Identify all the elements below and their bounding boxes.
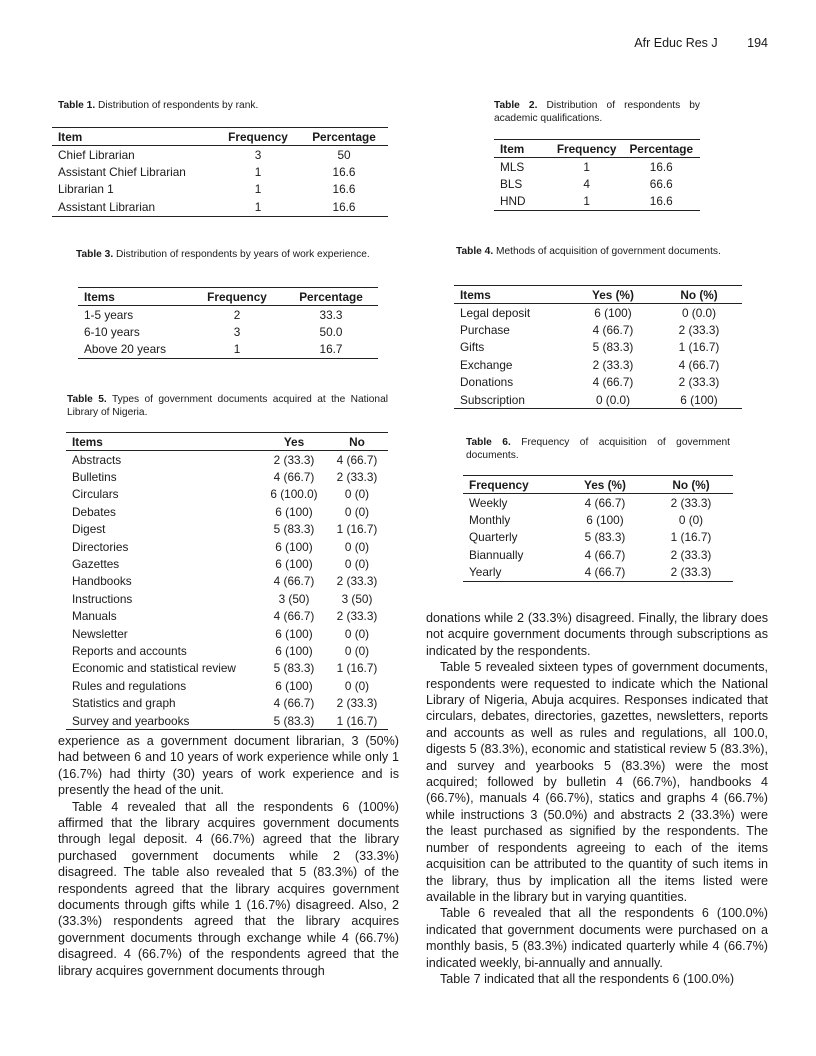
table1-row <box>52 146 388 164</box>
table2-row <box>494 175 700 192</box>
table3-cell: 16.7 <box>284 341 378 359</box>
table1-cell: 1 <box>216 198 300 216</box>
table4-cell: 0 (0.0) <box>570 391 656 409</box>
table4-cell: Gifts <box>460 340 485 355</box>
table6-cell: 5 (83.3) <box>584 530 626 545</box>
table1-cell: Librarian 1 <box>58 182 114 197</box>
table5-cell: 2 (33.3) <box>336 574 378 589</box>
table1-cell: Assistant Chief Librarian <box>58 165 186 180</box>
table5-cell: 6 (100) <box>275 643 313 658</box>
table5-row <box>66 625 388 642</box>
table5-cell: 4 (66.7) <box>273 609 315 624</box>
table6-cell: 0 (0) <box>678 513 704 528</box>
table5-cell: 6 (100.0) <box>270 487 318 502</box>
table5-cell: Instructions <box>72 591 133 606</box>
table5-row <box>66 677 388 694</box>
table6-label: Table 6. <box>466 437 511 448</box>
table5-row <box>66 555 388 572</box>
table1 <box>52 127 388 217</box>
table4-row <box>454 374 742 391</box>
table3-header-frequency: Frequency <box>190 288 284 306</box>
table5-row <box>66 503 388 520</box>
right-paragraph-1: donations while 2 (33.3%) disagreed. Finally, the library does not acquire government documents through subscriptions as indicated by the respondents. <box>426 611 768 658</box>
table5-cell: 2 (33.3) <box>273 452 315 467</box>
table5-cell: 6 (100) <box>275 557 313 572</box>
table6-header-frequency: Frequency <box>463 476 561 494</box>
table2-label: Table 2. <box>494 100 538 111</box>
table4-header-yes: Yes (%) <box>570 286 656 304</box>
table4-cell: Donations <box>460 375 514 390</box>
table5-cell: 2 (33.3) <box>336 696 378 711</box>
table3-caption-text: Distribution of respondents by years of work experience. <box>116 249 370 260</box>
right-column-text <box>426 610 768 987</box>
running-header <box>634 36 768 50</box>
table1-cell: Assistant Librarian <box>52 198 216 216</box>
table5-cell: Manuals <box>72 609 117 624</box>
table3-cell: 33.3 <box>319 307 343 322</box>
table1-label: Table 1. <box>58 100 96 111</box>
table2-cell: 1 <box>583 159 590 174</box>
table1-header-item: Item <box>52 128 216 146</box>
table6-cell: Biannually <box>469 547 524 562</box>
table3-cell: 1-5 years <box>84 307 134 322</box>
table5-cell: Rules and regulations <box>72 678 187 693</box>
table4-caption-text: Methods of acquisition of government documents. <box>496 246 721 257</box>
table3-cell: 2 <box>233 307 241 322</box>
table4-cell: 2 (33.3) <box>678 323 720 338</box>
table5-cell: 4 (66.7) <box>336 452 378 467</box>
table5-label: Table 5. <box>67 394 107 405</box>
table5-cell: 0 (0) <box>344 487 370 502</box>
table6-cell: 1 (16.7) <box>670 530 712 545</box>
table6-caption-text: Frequency of acquisition of government documents. <box>466 437 730 461</box>
table5-cell: 0 (0) <box>344 678 370 693</box>
table2-row <box>494 158 700 176</box>
table1-cell: 1 <box>254 165 262 180</box>
table6-header-no: No (%) <box>649 476 733 494</box>
table1-cell: 16.6 <box>300 198 388 216</box>
table6 <box>463 475 733 582</box>
table3 <box>78 287 378 359</box>
table6-cell: 4 (66.7) <box>561 564 649 582</box>
table5-cell: 2 (33.3) <box>336 609 378 624</box>
table4-label: Table 4. <box>456 246 494 257</box>
table5-cell: Digest <box>72 522 106 537</box>
table5-row <box>66 608 388 625</box>
table2-cell: 66.6 <box>649 177 673 192</box>
table5-caption <box>67 393 388 419</box>
table4-row <box>454 339 742 356</box>
table1-header-percentage: Percentage <box>300 128 388 146</box>
table5-cell: 6 (100) <box>275 539 313 554</box>
table6-cell: 6 (100) <box>586 513 624 528</box>
table6-header-yes: Yes (%) <box>561 476 649 494</box>
table5-cell: Survey and yearbooks <box>66 712 262 730</box>
table5-cell: 5 (83.3) <box>273 522 315 537</box>
table4-row <box>454 356 742 373</box>
table5-cell: 3 (50) <box>278 591 310 606</box>
table5-cell: 4 (66.7) <box>273 470 315 485</box>
table3-cell: 3 <box>233 325 241 340</box>
table4-cell: Legal deposit <box>460 305 531 320</box>
table4-cell: 4 (66.7) <box>592 323 634 338</box>
table5-cell: 2 (33.3) <box>336 470 378 485</box>
table5-cell: 5 (83.3) <box>262 712 326 730</box>
table5-cell: 0 (0) <box>344 643 370 658</box>
table3-caption <box>76 248 378 261</box>
table6-row <box>463 494 733 512</box>
table5-cell: 4 (66.7) <box>273 696 315 711</box>
table6-cell: Quarterly <box>469 530 518 545</box>
table5-cell: Circulars <box>72 487 119 502</box>
table3-cell: Above 20 years <box>78 341 190 359</box>
table4-cell: 6 (100) <box>594 305 632 320</box>
table2-cell: BLS <box>500 177 523 192</box>
table5-cell: Statistics and graph <box>72 696 176 711</box>
right-paragraph-2: Table 5 revealed sixteen types of government documents, respondents were requested to indicate which the National Library of Nigeria, Abuja acquires. Responses indicated that circulars, debates, directories, gazettes, newsletters, reports and accounts as well as rules and regulations, all 100.0, digests 5 (83.3%), economic and statistical review 5 (83.3%), and survey and yearbooks 5 (83.3%) were the most acquired; followed by bulletin 4 (66.7%), handbooks 4 (66.7%), manuals 4 (66.7%), statics and graphs 4 (66.7%) while instructions 3 (50.0%) and abstracts 2 (33.3%) were the least purchased as signified by the respondents. The number of respondents agreeing to each of the items acquisition can be attributed to the quantity of such items in the library, thus by implication all the items listed were available in the library but in varying quantities. <box>426 660 768 904</box>
table1-cell: 3 <box>254 147 262 162</box>
table2-cell: HND <box>494 193 551 211</box>
table6-caption <box>466 436 730 462</box>
table2-caption <box>494 99 700 125</box>
table5-cell: 5 (83.3) <box>273 661 315 676</box>
table4-cell: Subscription <box>454 391 570 409</box>
table6-cell: 2 (33.3) <box>649 564 733 582</box>
page-number: 194 <box>747 36 768 50</box>
table4-header-items: Items <box>454 286 570 304</box>
table6-row <box>463 529 733 546</box>
table2-header-frequency: Frequency <box>551 140 623 158</box>
table5 <box>66 432 388 730</box>
table2-cell: MLS <box>500 159 525 174</box>
table5-cell: 0 (0) <box>344 539 370 554</box>
table5-cell: Directories <box>72 539 129 554</box>
table3-header-percentage: Percentage <box>284 288 378 306</box>
table5-row <box>66 660 388 677</box>
table2 <box>494 139 700 211</box>
table6-cell: Weekly <box>469 495 508 510</box>
table5-cell: 0 (0) <box>344 557 370 572</box>
table2-header-item: Item <box>494 140 551 158</box>
table4-cell: 5 (83.3) <box>592 340 634 355</box>
table1-row <box>52 181 388 198</box>
table4-row <box>454 391 742 409</box>
table5-header-yes: Yes <box>262 433 326 451</box>
table5-cell: 6 (100) <box>275 626 313 641</box>
table5-cell: Newsletter <box>72 626 128 641</box>
table4-cell: 4 (66.7) <box>592 375 634 390</box>
table1-cell: 16.6 <box>332 165 356 180</box>
table3-cell: 50.0 <box>319 325 343 340</box>
table2-cell: 16.6 <box>623 193 701 211</box>
table5-cell: 1 (16.7) <box>326 712 388 730</box>
table5-row <box>66 468 388 485</box>
table6-cell: 2 (33.3) <box>670 495 712 510</box>
table6-row <box>463 511 733 528</box>
table6-cell: 4 (66.7) <box>584 495 626 510</box>
table6-cell: 2 (33.3) <box>670 547 712 562</box>
table4-cell: 2 (33.3) <box>678 375 720 390</box>
table5-cell: 6 (100) <box>275 504 313 519</box>
table1-header-frequency: Frequency <box>216 128 300 146</box>
table5-row <box>66 642 388 659</box>
table4-cell: 0 (0.0) <box>681 305 717 320</box>
table1-cell: Chief Librarian <box>58 147 135 162</box>
table5-cell: Economic and statistical review <box>72 661 236 676</box>
table4-cell: 6 (100) <box>656 391 742 409</box>
table2-cell: 1 <box>551 193 623 211</box>
table5-cell: Abstracts <box>72 452 122 467</box>
table4-row <box>454 321 742 338</box>
table3-header-items: Items <box>78 288 190 306</box>
table1-cell: 50 <box>337 147 351 162</box>
journal-name: Afr Educ Res J <box>634 36 718 50</box>
table3-label: Table 3. <box>76 249 114 260</box>
table1-row <box>52 163 388 180</box>
table6-cell: Monthly <box>469 513 511 528</box>
table6-row <box>463 564 733 582</box>
table5-row <box>66 590 388 607</box>
table3-row <box>78 323 378 340</box>
table5-row <box>66 712 388 730</box>
table5-cell: 1 (16.7) <box>336 661 378 676</box>
table1-cell: 1 <box>254 182 262 197</box>
table4-header-no: No (%) <box>656 286 742 304</box>
table1-caption <box>58 99 388 112</box>
table6-row <box>463 546 733 563</box>
table5-row <box>66 573 388 590</box>
table4-row <box>454 304 742 322</box>
right-paragraph-3: Table 6 revealed that all the respondents 6 (100.0%) indicated that government documents were purchased on a monthly basis, 5 (83.3%) indicated quarterly while 4 (66.7%) indicated weekly, bi-annually and annually. <box>426 906 768 970</box>
table6-cell: 4 (66.7) <box>584 547 626 562</box>
right-paragraph-4: Table 7 indicated that all the respondents 6 (100.0%) <box>440 971 735 986</box>
table3-cell: 1 <box>190 341 284 359</box>
table2-cell: 16.6 <box>649 159 673 174</box>
table5-header-no: No <box>326 433 388 451</box>
table6-cell: Yearly <box>463 564 561 582</box>
table5-cell: Bulletins <box>72 470 117 485</box>
table1-caption-text: Distribution of respondents by rank. <box>98 100 259 111</box>
left-paragraph-1: experience as a government document librarian, 3 (50%) had between 6 and 10 years of work experience while only 1 (16.7%) had thirty (30) years of work experience and is presently the head of the unit. <box>58 734 399 798</box>
table5-cell: Reports and accounts <box>72 643 187 658</box>
table4-cell: 4 (66.7) <box>678 357 720 372</box>
table5-row <box>66 694 388 711</box>
table2-caption-text: Distribution of respondents by academic qualifications. <box>494 100 700 124</box>
table5-row <box>66 538 388 555</box>
table5-caption-text: Types of government documents acquired at the National Library of Nigeria. <box>67 394 388 418</box>
table3-row <box>78 341 378 359</box>
table4-cell: Exchange <box>460 357 513 372</box>
table4-cell: Purchase <box>460 323 510 338</box>
table5-cell: 0 (0) <box>344 626 370 641</box>
table2-header-percentage: Percentage <box>623 140 701 158</box>
table4-cell: 2 (33.3) <box>592 357 634 372</box>
table5-cell: 1 (16.7) <box>336 522 378 537</box>
table5-row <box>66 451 388 469</box>
table5-cell: Gazettes <box>72 557 120 572</box>
table2-row <box>494 193 700 211</box>
table5-cell: 0 (0) <box>344 504 370 519</box>
table3-row <box>78 306 378 324</box>
table5-header-items: Items <box>66 433 262 451</box>
table2-cell: 4 <box>583 177 590 192</box>
table5-cell: 6 (100) <box>275 678 313 693</box>
table3-cell: 6-10 years <box>84 325 140 340</box>
table5-cell: Handbooks <box>72 574 132 589</box>
table4-cell: 1 (16.7) <box>678 340 720 355</box>
table5-row <box>66 521 388 538</box>
table1-cell: 16.6 <box>332 182 356 197</box>
table5-cell: 3 (50) <box>341 591 373 606</box>
table1-row <box>52 198 388 216</box>
table5-row <box>66 486 388 503</box>
left-column-text <box>58 733 399 979</box>
table5-cell: Debates <box>72 504 116 519</box>
table5-cell: 4 (66.7) <box>273 574 315 589</box>
table4 <box>454 285 742 409</box>
left-paragraph-2: Table 4 revealed that all the respondents 6 (100%) affirmed that the library acquires government documents through legal deposit. 4 (66.7%) agreed that the library purchased government documents while 2 (33.3%) disagreed. The table also revealed that 5 (83.3%) of the respondents agreed that the library acquires government documents through gifts while 1 (16.7%) disagreed. Also, 2 (33.3%) respondents agreed that the library acquires government documents through exchange while 4 (66.7%) disagreed. 4 (66.7%) of the respondents agreed that the library acquires government documents through <box>58 799 399 978</box>
table4-caption <box>456 245 740 258</box>
